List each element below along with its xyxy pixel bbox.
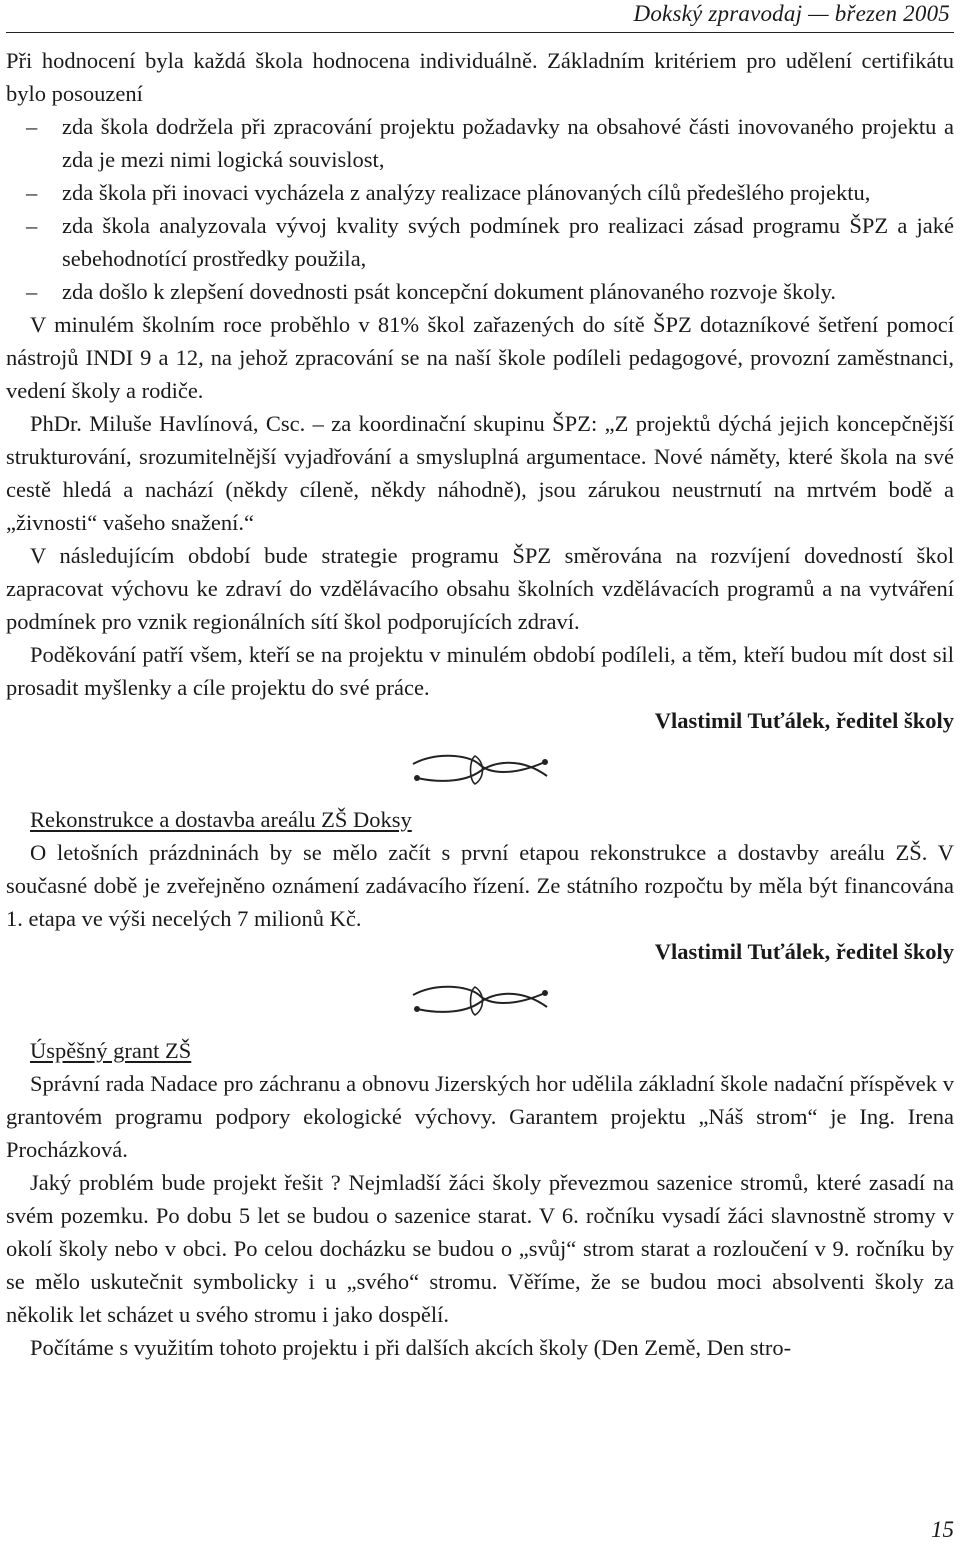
signature: Vlastimil Tuťálek, ředitel školy xyxy=(654,939,954,964)
criteria-item: – zda škola při inovaci vycházela z analýzy realizace plánovaných cílů předešlého projektu, xyxy=(6,176,954,209)
grant-paragraph: Správní rada Nadace pro záchranu a obnovu Jizerských hor udělila základní škole nadační příspěvek v grantovém programu podpory ekologické výchovy. Garantem projektu „Náš strom“ je Ing. Irena Procházková. xyxy=(6,1071,954,1162)
survey-paragraph: V minulém školním roce proběhlo v 81% škol zařazených do sítě ŠPZ dotazníkové šetření pomocí nástrojů INDI 9 a 12, na jehož zpracování se na naší škole podíleli pedagogové, provozní zaměstnanci, vedení školy a rodiče. xyxy=(6,312,954,403)
section-heading-reconstruction: Rekonstrukce a dostavba areálu ZŠ Doksy xyxy=(30,807,412,832)
grant-paragraph: Jaký problém bude projekt řešit ? Nejmladší žáci školy převezmou sazenice stromů, které zasadí na svém pozemku. Po dobu 5 let se budou o sazenice starat. V 6. ročníku vysadí žáci slavnostně stromy v okolí školy nebo v obci. Po celou docházku se budou o „svůj“ strom starat a rozloučení v 9. ročníku by se mělo uskutečnit symbolicky i u „svého“ stromu. Věříme, že se budou moci absolventi školy za několik let scházet u svého stromu i jako dospělí. xyxy=(6,1170,954,1327)
section-heading-grant: Úspěšný grant ZŠ xyxy=(30,1038,192,1063)
quote-paragraph: PhDr. Miluše Havlínová, Csc. – za koordinační skupinu ŠPZ: „Z projektů dýchá jejich koncepčnější strukturování, srozumitelnější vyjadřování a smysluplná argumentace. Nové náměty, které škola na své cestě hledá a nachází (někdy cíleně, někdy náhodně), jsou zárukou neustrnutí na mrtvém bodě a „živnosti“ vašeho snažení.“ xyxy=(6,411,954,535)
criteria-list xyxy=(6,110,954,308)
flourish-ornament-icon xyxy=(6,968,954,1034)
page-header xyxy=(6,0,954,33)
signature: Vlastimil Tuťálek, ředitel školy xyxy=(654,708,954,733)
article-content xyxy=(6,44,954,1364)
criteria-item: – zda došlo k zlepšení dovednosti psát koncepční dokument plánovaného rozvoje školy. xyxy=(6,275,954,308)
criteria-item: – zda škola analyzovala vývoj kvality svých podmínek pro realizaci zásad programu ŠPZ a jaké sebehodnotící prostředky použila, xyxy=(6,209,954,275)
intro-paragraph: Při hodnocení byla každá škola hodnocena individuálně. Základním kritériem pro udělení certifikátu bylo posouzení xyxy=(6,48,954,106)
newsletter-title: Dokský zpravodaj — březen 2005 xyxy=(633,1,950,26)
reconstruction-paragraph: O letošních prázdninách by se mělo začít s první etapou rekonstrukce a dostavby areálu ZŠ. V současné době je zveřejněno oznámení zadávacího řízení. Ze státního rozpočtu by měla být financována 1. etapa ve výši necelých 7 milionů Kč. xyxy=(6,840,954,931)
strategy-paragraph: V následujícím období bude strategie programu ŠPZ směrována na rozvíjení dovedností škol zapracovat výchovu ke zdraví do vzdělávacího obsahu školních vzdělávacích programů a na vytváření podmínek pro vznik regionálních sítí škol podporujících zdraví. xyxy=(6,543,954,634)
criteria-item: – zda škola dodržela při zpracování projektu požadavky na obsahové části inovovaného projektu a zda je mezi nimi logická souvislost, xyxy=(6,110,954,176)
thanks-paragraph: Poděkování patří všem, kteří se na projektu v minulém období podíleli, a těm, kteří budou mít dost sil prosadit myšlenky a cíle projektu do své práce. xyxy=(6,642,954,700)
grant-paragraph: Počítáme s využitím tohoto projektu i při dalších akcích školy (Den Země, Den stro- xyxy=(30,1335,792,1360)
flourish-ornament-icon xyxy=(6,737,954,803)
page-number: 15 xyxy=(931,1517,954,1542)
